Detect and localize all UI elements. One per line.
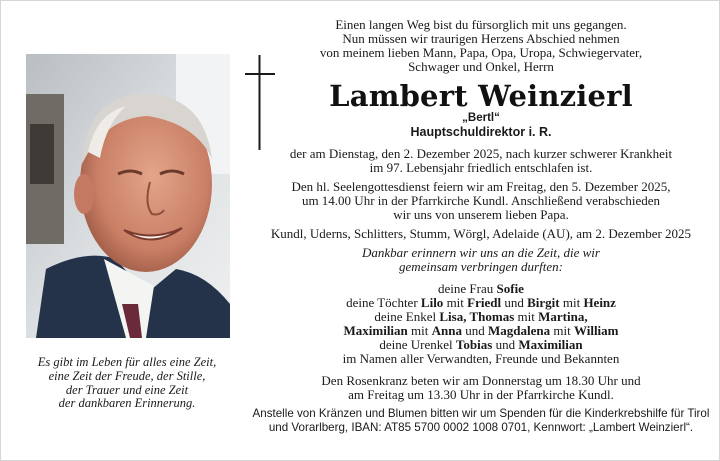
rosary-line: am Freitag um 13.30 Uhr in der Pfarrkirche Kundl. bbox=[348, 387, 614, 402]
service-line: um 14.00 Uhr in der Pfarrkirche Kundl. Anschließend verabschieden bbox=[301, 193, 661, 208]
family-text: und bbox=[501, 295, 528, 310]
family-name: Magdalena bbox=[487, 323, 551, 338]
verse-line: Nun müssen wir traurigen Herzens Abschied nehmen bbox=[342, 31, 620, 46]
gratitude bbox=[250, 246, 712, 274]
family-name: Friedl bbox=[467, 295, 502, 310]
family-name: Maximilian bbox=[343, 323, 408, 338]
nickname: „Bertl“ bbox=[462, 112, 500, 124]
family-text: und bbox=[461, 323, 488, 338]
service-line: wir uns von unserem lieben Papa. bbox=[393, 207, 569, 222]
family-name: Martina, bbox=[538, 309, 588, 324]
quote-line: der Trauer und eine Zeit bbox=[65, 382, 189, 397]
family-text: mit bbox=[443, 295, 468, 310]
place-date: Kundl, Uderns, Schlitters, Stumm, Wörgl, Adelaide (AU), am 2. Dezember 2025 bbox=[270, 226, 692, 241]
family-list bbox=[250, 282, 712, 366]
family-name: Tobias bbox=[455, 337, 493, 352]
verse-line: von meinem lieben Mann, Papa, Opa, Uropa, Schwiegervater, bbox=[319, 45, 643, 60]
verse-line: Einen langen Weg bist du fürsorglich mit uns gegangen. bbox=[335, 17, 627, 32]
side-quote bbox=[22, 356, 232, 411]
quote-line: der dankbaren Erinnerung. bbox=[58, 396, 196, 411]
family-text: deine Urenkel bbox=[379, 337, 456, 352]
deceased-title: Hauptschuldirektor i. R. bbox=[410, 125, 552, 139]
service-line: Den hl. Seelengottesdienst feiern wir am Freitag, den 5. Dezember 2025, bbox=[291, 179, 671, 194]
family-name: Birgit bbox=[527, 295, 560, 310]
death-line: der am Dienstag, den 2. Dezember 2025, nach kurzer schwerer Krankheit bbox=[289, 146, 673, 161]
rosary-notice bbox=[250, 374, 712, 402]
portrait-photo bbox=[26, 54, 230, 338]
family-text: mit bbox=[514, 309, 539, 324]
death-notice bbox=[250, 147, 712, 175]
verse bbox=[250, 18, 712, 74]
family-name: Lisa, Thomas bbox=[439, 309, 515, 324]
donation-notice bbox=[250, 407, 712, 435]
family-text: deine Frau bbox=[438, 281, 497, 296]
family-text: mit bbox=[559, 295, 584, 310]
family-name: Lilo bbox=[420, 295, 444, 310]
family-text: im Namen aller Verwandten, Freunde und Bekannten bbox=[342, 351, 620, 366]
service-notice bbox=[250, 180, 712, 222]
family-name: William bbox=[573, 323, 619, 338]
family-name: Anna bbox=[431, 323, 462, 338]
gratitude-line: Dankbar erinnern wir uns an die Zeit, die wir bbox=[362, 245, 600, 260]
obituary-text bbox=[250, 18, 712, 435]
family-text: deine Enkel bbox=[374, 309, 440, 324]
family-text: mit bbox=[550, 323, 574, 338]
quote-line: Es gibt im Leben für alles eine Zeit, bbox=[37, 355, 217, 369]
family-name: Sofie bbox=[496, 281, 524, 296]
death-line: im 97. Lebensjahr friedlich entschlafen ist. bbox=[369, 160, 593, 175]
family-name: Heinz bbox=[583, 295, 616, 310]
deceased-name: Lambert Weinzierl bbox=[329, 79, 633, 113]
donation-line: Anstelle von Kränzen und Blumen bitten wir um Spenden für die Kinderkrebshilfe für Tirol bbox=[252, 407, 710, 420]
family-text: deine Töchter bbox=[346, 295, 421, 310]
family-name: Maximilian bbox=[518, 337, 583, 352]
family-text: und bbox=[492, 337, 519, 352]
rosary-line: Den Rosenkranz beten wir am Donnerstag um 18.30 Uhr und bbox=[321, 373, 641, 388]
donation-line: und Vorarlberg, IBAN: AT85 5700 0002 1008 0701, Kennwort: „Lambert Weinzierl“. bbox=[268, 421, 694, 434]
family-text: mit bbox=[407, 323, 432, 338]
gratitude-line: gemeinsam verbringen durften: bbox=[399, 259, 563, 274]
verse-line: Schwager und Onkel, Herrn bbox=[408, 59, 554, 74]
quote-line: eine Zeit der Freude, der Stille, bbox=[48, 368, 206, 383]
